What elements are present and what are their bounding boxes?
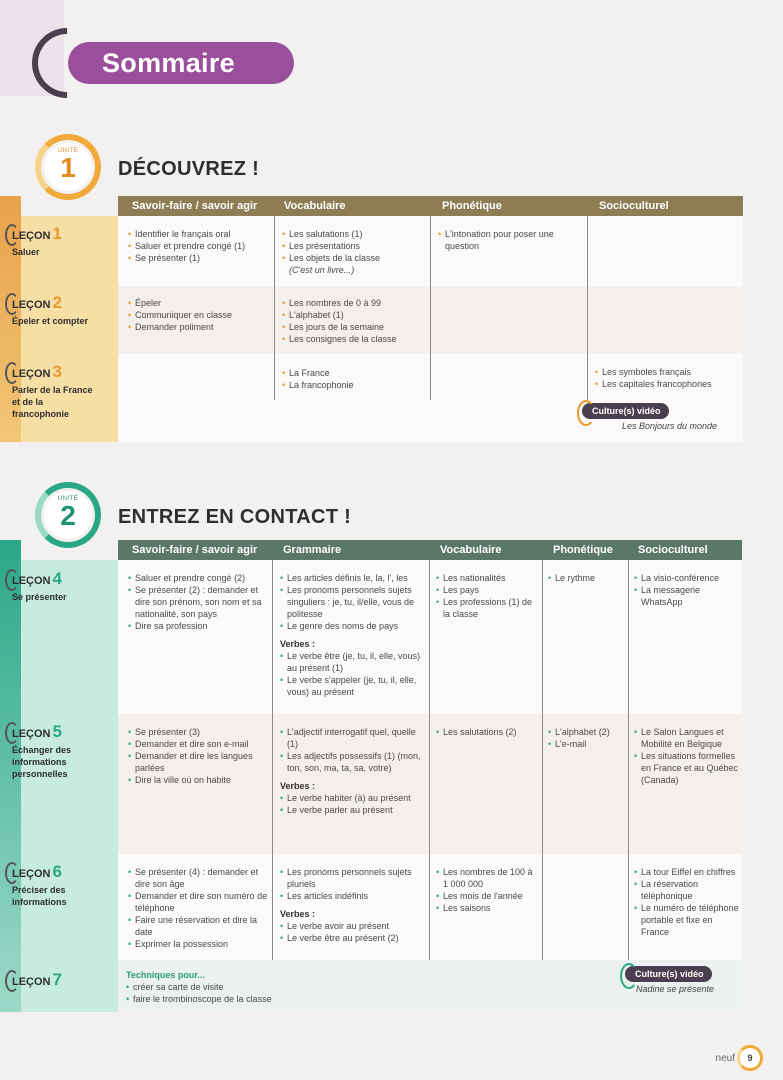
lesson-name: Se présenter — [12, 592, 67, 602]
lesson-4-socio: • La visio-conférence • La messagerie WhatsApp — [634, 572, 740, 608]
lesson-6-vocab: • Les nombres de 100 à 1 000 000 • Les mois de l'année • Les saisons — [436, 866, 540, 914]
lesson-3-label: LEÇON 3 Parler de la France et de la francophonie — [12, 362, 102, 420]
divider — [628, 560, 629, 960]
page-number-badge: 9 — [737, 1045, 763, 1071]
lesson-name: Préciser des informations — [12, 885, 67, 907]
header-vocabulaire: Vocabulaire — [440, 544, 502, 556]
lesson-name: Saluer — [12, 247, 40, 257]
divider — [430, 216, 431, 400]
lesson-7-techniques: Techniques pour... • créer sa carte de visite • faire le trombinoscope de la classe — [126, 969, 426, 1005]
lesson-2-vocab: • Les nombres de 0 à 99 • L'alphabet (1) • Les jours de la semaine • Les consignes de la classe — [282, 297, 427, 345]
unit-number: 2 — [60, 500, 76, 531]
unit-2-header — [118, 540, 742, 560]
lesson-5-vocab: • Les salutations (2) — [436, 726, 540, 738]
lesson-6-savoir: • Se présenter (4) : demander et dire son âge • Demander et dire son numéro de téléphone • Faire une réservation et dire la date • Exprimer la possession — [128, 866, 268, 950]
page-title: Sommaire — [68, 42, 294, 84]
unit-1-title: DÉCOUVREZ ! — [118, 158, 260, 180]
header-vocabulaire: Vocabulaire — [284, 200, 346, 212]
culture-video-badge[interactable]: Culture(s) vidéo — [625, 966, 712, 982]
lesson-1-vocab: • Les salutations (1) • Les présentations • Les objets de la classe (C'est un livre...) — [282, 228, 427, 276]
lesson-5-label: LEÇON 5 Échanger des informations personnelles — [12, 722, 102, 780]
header-phonetique: Phonétique — [553, 544, 613, 556]
footer-page-word: neuf — [715, 1053, 735, 1064]
lesson-name: Épeler et compter — [12, 316, 89, 326]
lesson-name: Échanger des informations personnelles — [12, 745, 72, 779]
unit-2-title: ENTREZ EN CONTACT ! — [118, 506, 352, 528]
lesson-6-grammaire: • Les pronoms personnels sujets pluriels • Les articles indéfinis Verbes : • Le verbe avoir au présent • Le verbe être au présent (2) — [280, 866, 425, 944]
lesson-1-savoir: • Identifier le français oral • Saluer et prendre congé (1) • Se présenter (1) — [128, 228, 268, 264]
header-grammaire: Grammaire — [283, 544, 342, 556]
lesson-6-socio: • La tour Eiffel en chiffres • La réservation téléphonique • Le numéro de téléphone portable et fixe en France — [634, 866, 740, 938]
lesson-2-savoir: • Épeler • Communiquer en classe • Demander poliment — [128, 297, 268, 333]
header-phonetique: Phonétique — [442, 200, 502, 212]
lesson-5-grammaire: • L'adjectif interrogatif quel, quelle (1) • Les adjectifs possessifs (1) (mon, ton, son, ma, ta, sa, votre) Verbes : • Le verbe habiter (à) au présent • Le verbe parler au présent — [280, 726, 425, 816]
divider — [429, 560, 430, 960]
unit-word: UNITÉ — [57, 148, 79, 154]
unit-word: UNITÉ — [57, 496, 79, 502]
divider — [274, 216, 275, 400]
lesson-2-label: LEÇON 2 Épeler et compter — [12, 293, 102, 327]
header-socioculturel: Socioculturel — [599, 200, 669, 212]
lesson-3-socio: • Les symboles français • Les capitales francophones — [595, 366, 740, 390]
lesson-4-vocab: • Les nationalités • Les pays • Les professions (1) de la classe — [436, 572, 540, 620]
divider — [542, 560, 543, 960]
lesson-7-label: LEÇON 7 — [12, 970, 62, 990]
divider — [272, 560, 273, 960]
header-savoir: Savoir-faire / savoir agir — [132, 200, 258, 212]
lesson-name: Parler de la France et de la francophonie — [12, 385, 93, 419]
lesson-3-vocab: • La France • La francophonie — [282, 367, 427, 391]
header-socioculturel: Socioculturel — [638, 544, 708, 556]
unit-1-header — [118, 196, 743, 216]
lesson-4-grammaire: • Les articles définis le, la, l', les • Les pronoms personnels sujets singuliers : je, tu, il/elle, vous de politesse • Le genre des noms de pays Verbes : • Le verbe être (je, tu, il, elle, vous) au présent (1) • Le verbe s'appeler (je, tu, il, elle, vous) au présent — [280, 572, 425, 698]
lesson-1-label: LEÇON 1 Saluer — [12, 224, 102, 258]
lesson-6-label: LEÇON 6 Préciser des informations — [12, 862, 102, 908]
techniques-heading: Techniques pour... — [126, 970, 205, 980]
lesson-5-savoir: • Se présenter (3) • Demander et dire son e-mail • Demander et dire les langues parlées • Dire la ville où on habite — [128, 726, 268, 786]
lesson-4-label: LEÇON 4 Se présenter — [12, 569, 102, 603]
page-title-block — [32, 28, 272, 98]
lesson-4-savoir: • Saluer et prendre congé (2) • Se présenter (2) : demander et dire son prénom, son nom et sa nationalité, son pays • Dire sa profession — [128, 572, 268, 632]
lesson-1-phonetique: • L'intonation pour poser une question — [438, 228, 578, 252]
header-savoir: Savoir-faire / savoir agir — [132, 544, 258, 556]
unit-1-badge — [35, 134, 101, 200]
culture-video-badge[interactable]: Culture(s) vidéo — [582, 403, 669, 419]
unit-2-badge — [35, 482, 101, 548]
unit-number: 1 — [60, 152, 76, 183]
lesson-4-phonetique: • Le rythme — [548, 572, 626, 584]
culture-video-title: Les Bonjours du monde — [622, 421, 718, 431]
divider — [587, 216, 588, 400]
lesson-5-socio: • Le Salon Langues et Mobilité en Belgique • Les situations formelles en France et au Québec (Canada) — [634, 726, 740, 786]
lesson-5-phonetique: • L'alphabet (2) • L'e-mail — [548, 726, 626, 750]
culture-video-title: Nadine se présente — [636, 984, 715, 994]
